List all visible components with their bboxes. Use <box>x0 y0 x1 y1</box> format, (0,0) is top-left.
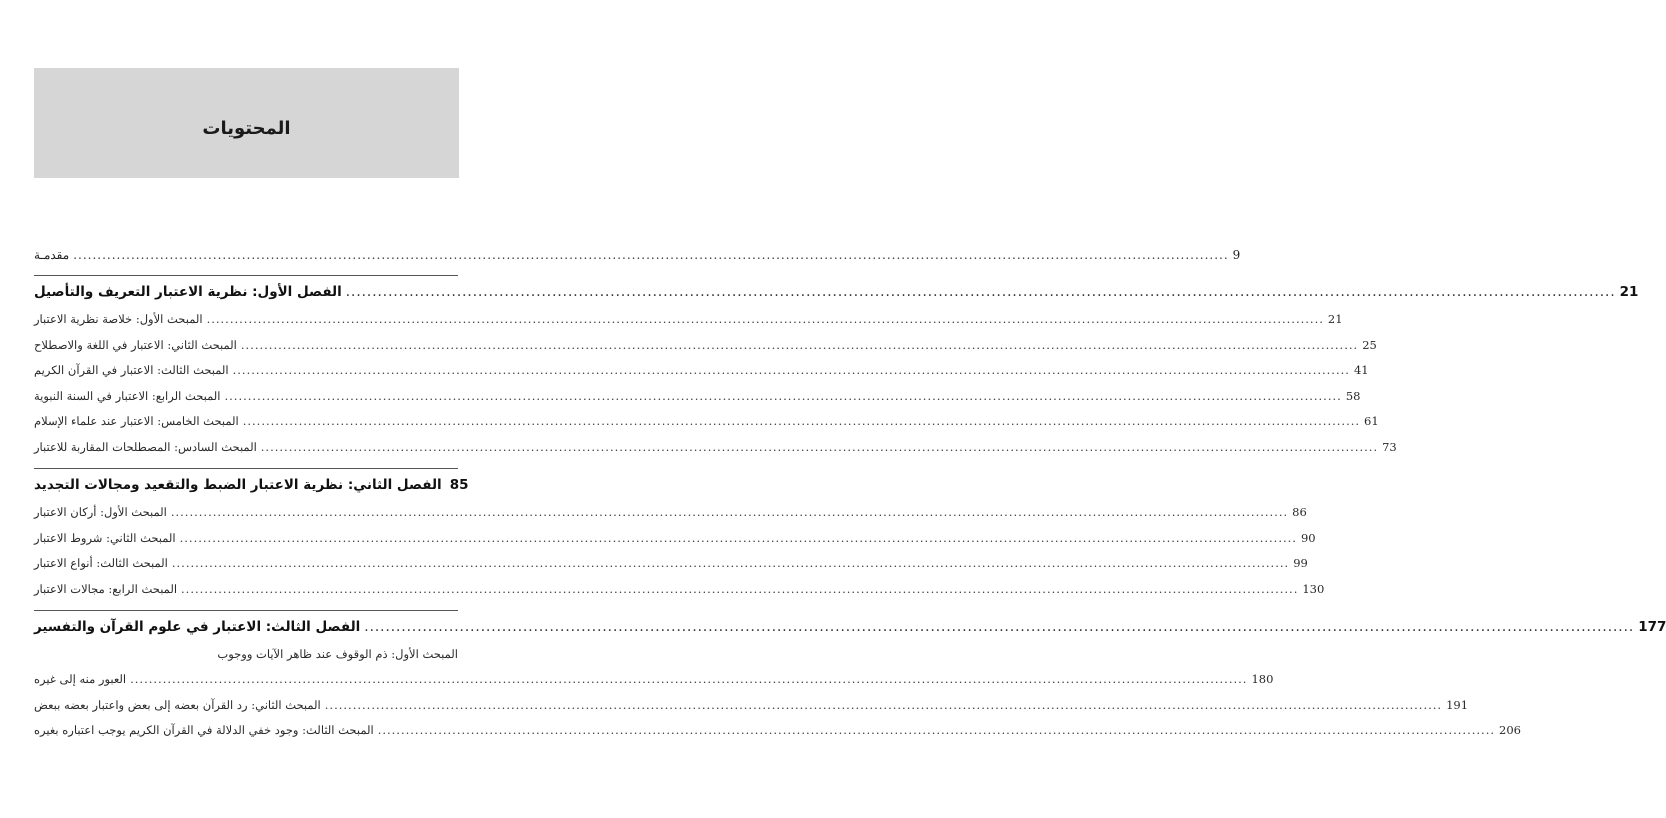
toc-chapter-3[interactable] <box>34 619 1666 647</box>
leader-dots <box>181 582 1298 596</box>
toc-section[interactable] <box>34 388 1361 415</box>
leader-dots <box>325 698 1442 712</box>
toc-section[interactable] <box>34 337 1377 364</box>
leader-dots <box>346 284 1616 300</box>
toc-page-number: 180 <box>1251 672 1274 686</box>
section-title: المبحث الثاني: رد القرآن بعضه إلى بعض واعتبار بعضه ببعض <box>34 697 321 712</box>
toc-section[interactable] <box>34 530 1316 557</box>
leader-dots <box>364 619 1634 635</box>
section-title: المبحث الثالث: وجود خفي الدلالة في القرآن الكريم يوجب اعتباره بغيره <box>34 723 374 737</box>
section-title-line1: المبحث الأول: ذم الوقوف عند ظاهر الآيات ووجوب <box>217 647 458 661</box>
toc-page-number: 25 <box>1362 337 1377 352</box>
leader-dots <box>207 312 1324 326</box>
section-title: المبحث الرابع: مجالات الاعتبار <box>34 581 178 596</box>
toc-section[interactable] <box>34 312 1343 338</box>
divider <box>34 610 458 611</box>
toc-section[interactable] <box>34 414 1379 440</box>
section-title: المبحث الثاني: الاعتبار في اللغة والاصطلاح <box>34 337 237 352</box>
toc-page-number: 177 <box>1638 619 1666 635</box>
section-title: المبحث الثالث: أنواع الاعتبار <box>34 556 168 570</box>
page-title: المحتويات <box>202 118 291 139</box>
toc-section[interactable] <box>34 697 1469 724</box>
leader-dots <box>241 338 1358 352</box>
toc-section[interactable] <box>34 723 1521 749</box>
section-title: المبحث الخامس: الاعتبار عند علماء الإسلام <box>34 414 239 428</box>
section-title: المبحث الأول: خلاصة نظرية الاعتبار <box>34 312 203 326</box>
section-title: المبحث الثاني: شروط الاعتبار <box>34 530 176 545</box>
toc-page-number: 130 <box>1302 581 1325 596</box>
toc-page-number: 21 <box>1327 312 1343 326</box>
toc-page-number: 21 <box>1619 284 1639 300</box>
leader-dots <box>233 363 1350 377</box>
toc-page-number: 85 <box>449 477 469 493</box>
leader-dots <box>73 248 1228 262</box>
toc-page-number: 90 <box>1300 530 1316 545</box>
leader-dots <box>378 723 1495 737</box>
section-title: المبحث الثالث: الاعتبار في القرآن الكريم <box>34 363 229 377</box>
section-title: المبحث السادس: المصطلحات المقاربة للاعتبار <box>34 439 257 454</box>
toc-page-number: 73 <box>1382 439 1397 454</box>
toc-page-number: 191 <box>1446 697 1469 712</box>
toc-entry-intro[interactable] <box>34 248 1241 272</box>
toc-page-number: 86 <box>1292 505 1307 519</box>
leader-dots <box>171 505 1288 519</box>
toc-page-number: 9 <box>1232 248 1241 262</box>
leader-dots <box>243 414 1360 428</box>
section-title: المبحث الأول: أركان الاعتبار <box>34 505 167 519</box>
toc-entry-title: مقدمـة <box>34 248 70 262</box>
leader-dots <box>130 672 1247 686</box>
toc-chapter-1[interactable] <box>34 284 1639 312</box>
toc-section[interactable] <box>34 439 1397 466</box>
toc-page-number: 41 <box>1353 363 1369 377</box>
header-banner <box>34 68 459 178</box>
table-of-contents <box>34 248 1666 749</box>
leader-dots <box>180 531 1297 545</box>
chapter-title: الفصل الأول: نظرية الاعتبار التعريف والتأصيل <box>34 284 342 300</box>
divider <box>34 468 458 469</box>
leader-dots <box>261 440 1378 454</box>
section-title: المبحث الرابع: الاعتبار في السنة النبوية <box>34 388 221 403</box>
toc-chapter-2[interactable] <box>34 477 469 505</box>
leader-dots <box>172 556 1289 570</box>
toc-section[interactable] <box>34 672 1274 698</box>
toc-section[interactable] <box>34 363 1369 389</box>
toc-section[interactable] <box>34 556 1308 582</box>
toc-page-number: 99 <box>1293 556 1308 570</box>
toc-page-number: 206 <box>1499 723 1521 737</box>
leader-dots <box>224 389 1341 403</box>
toc-section[interactable] <box>34 505 1307 531</box>
toc-section[interactable] <box>34 581 1325 608</box>
section-title: العبور منه إلى غيره <box>34 672 127 686</box>
chapter-title: الفصل الثالث: الاعتبار في علوم القرآن والتفسير <box>34 619 361 635</box>
toc-page-number: 58 <box>1345 388 1361 403</box>
chapter-title: الفصل الثاني: نظرية الاعتبار الضبط والتقعيد ومجالات التجديد <box>34 477 442 493</box>
divider <box>34 275 458 276</box>
toc-page-number: 61 <box>1364 414 1379 428</box>
